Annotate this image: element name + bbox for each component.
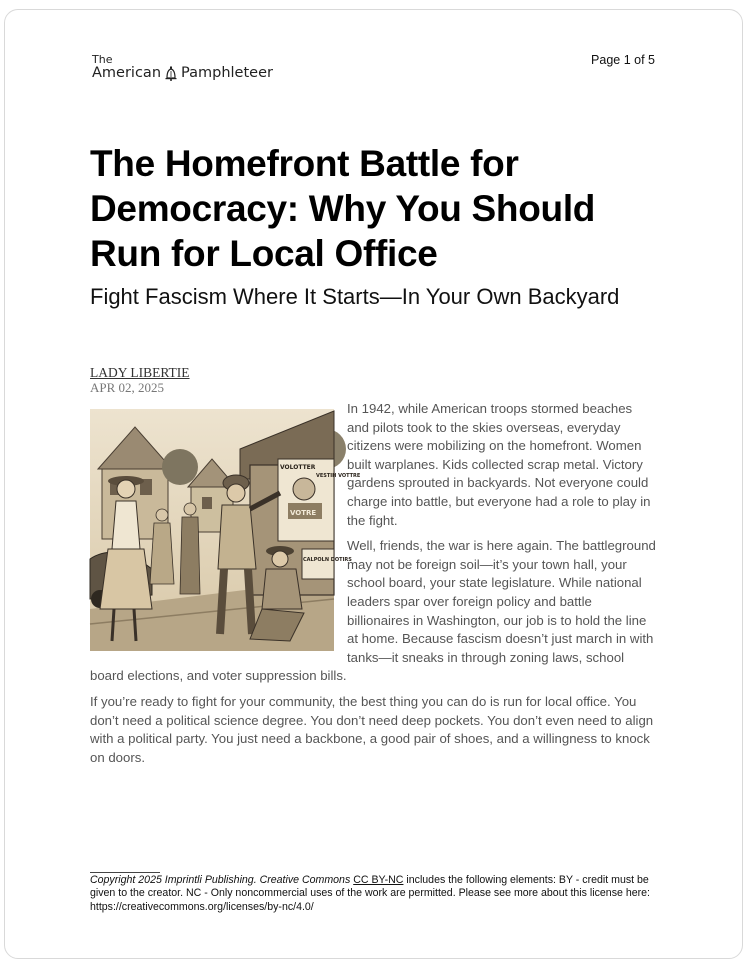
- article-title: The Homefront Battle for Democracy: Why You Should Run for Local Office: [90, 143, 596, 274]
- copyright-notice: [90, 874, 660, 914]
- author-link[interactable]: LADY LIBERTIE: [90, 365, 190, 380]
- homefront-illustration: [90, 409, 361, 651]
- article-body: [90, 400, 656, 774]
- footnote-divider: [90, 872, 160, 873]
- page-indicator: Page 1 of 5: [591, 53, 655, 67]
- poster-word-3: VOTRE: [290, 509, 317, 517]
- publish-date: APR 02, 2025: [90, 380, 165, 395]
- copyright-text: Copyright 2025 Imprintli Publishing. Creative Commons: [90, 874, 351, 886]
- liberty-bell-icon: [164, 66, 178, 81]
- poster-word-1: VOLOTTER: [280, 464, 316, 471]
- poster-word-2: VESTIH VOTTRE: [316, 473, 361, 479]
- article-subtitle: Fight Fascism Where It Starts—In Your Own Backyard: [90, 284, 620, 309]
- license-link[interactable]: CC BY-NC: [353, 874, 404, 886]
- logo-american: American: [92, 65, 162, 82]
- logo-the: The: [92, 53, 113, 66]
- paragraph: In 1942, while American troops stormed beaches and pilots took to the skies overseas, everyday citizens were mobilizing on the homefront. Women built warplanes. Kids collected scrap metal. Victory gardens sprouted in backyards. Not everyone could charge into battle, but everyone had a role to play in the fight.: [347, 401, 651, 528]
- publication-logo: [92, 54, 273, 81]
- logo-pamphleteer: Pamphleteer: [181, 65, 273, 82]
- paragraph: Well, friends, the war is here again. The battleground may not be foreign soil—it’s your town hall, your school board, your state legislature. While national leaders spar over foreign policy and battle billionaires in Washington, our job is to hold the line at home. Because fascism doesn’t just march in with tanks—it sneaks in through zoning laws, school board elections, and voter suppression bills.: [90, 538, 656, 684]
- license-description: includes the following elements: BY - credit must be given to the creator. NC - Only noncommercial uses of the work are permitted. Please see more about this license here: https://creativecommons.org/licenses/by-nc/4.0/: [90, 874, 650, 913]
- poster-word-4: CALPOLN DOTIRS: [303, 557, 352, 563]
- paragraph: If you’re ready to fight for your community, the best thing you can do is run for local office. You don’t need a political science degree. You don’t need deep pockets. You don’t even need to align with a political party. You just need a backbone, a good pair of shoes, and a willingness to knock on doors.: [90, 693, 654, 765]
